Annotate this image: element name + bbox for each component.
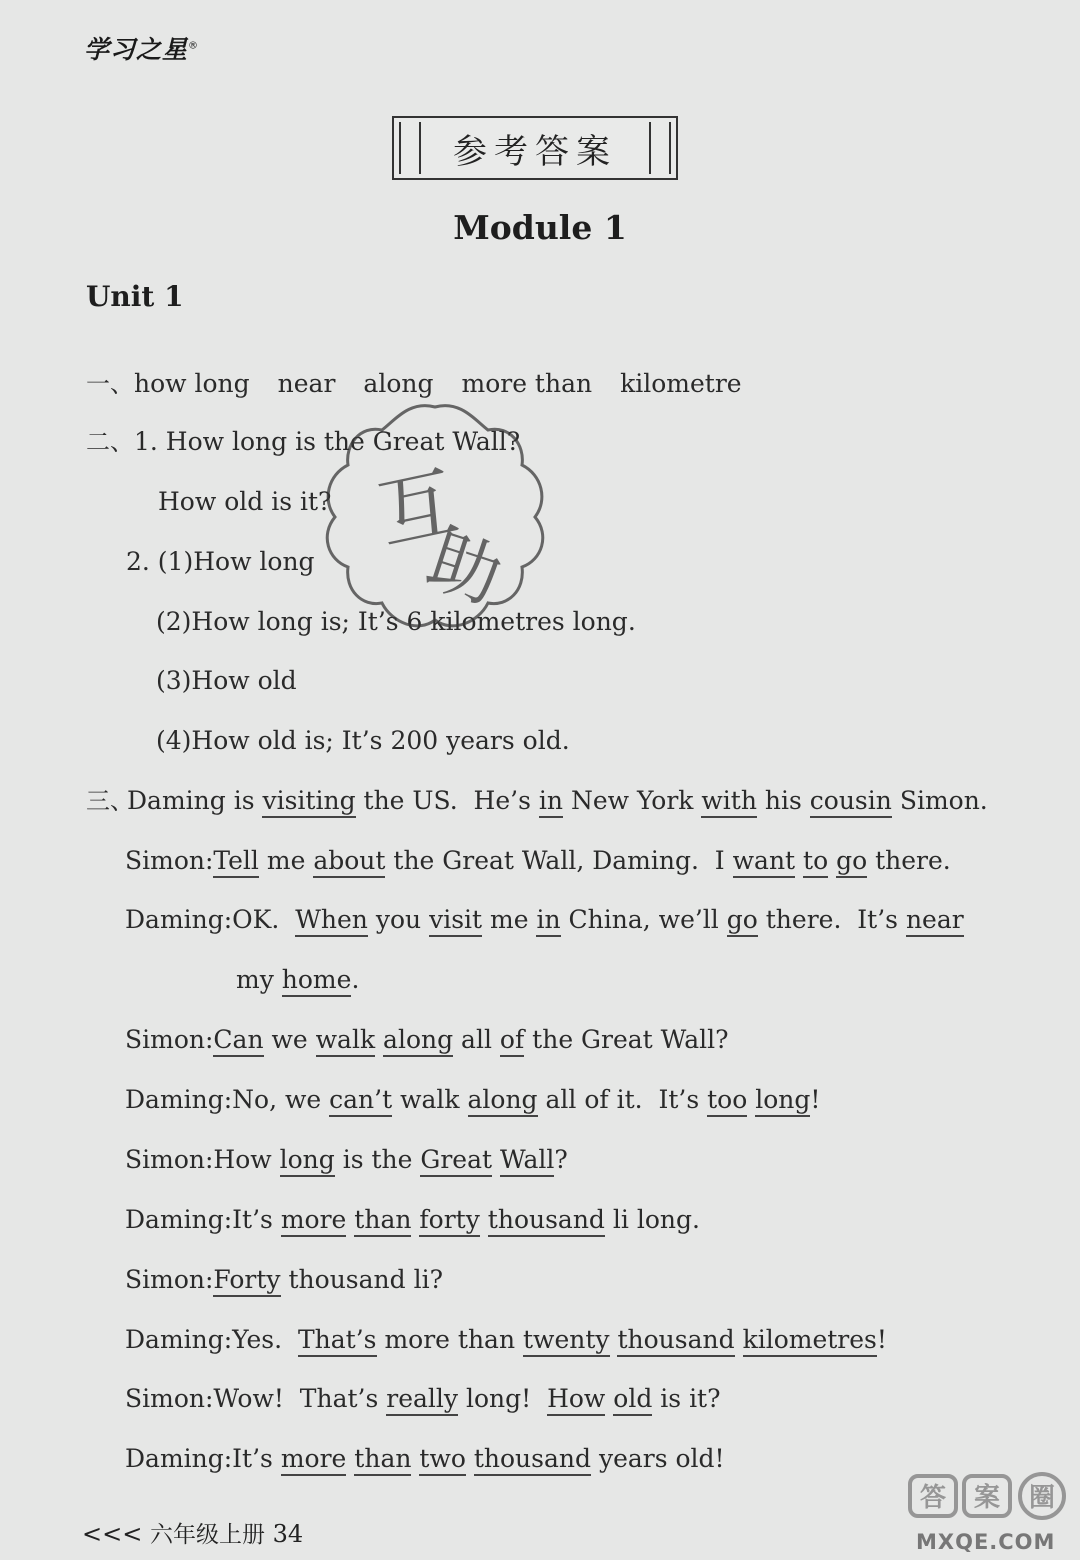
svg-text:案: 案 xyxy=(974,1483,1001,1513)
registered-mark: ® xyxy=(188,40,200,52)
dialogue-line xyxy=(125,1024,729,1056)
dialogue-text: Daming:It’s xyxy=(125,1444,281,1473)
answer-blank: kilometres xyxy=(743,1325,877,1357)
dialogue-text xyxy=(828,846,836,875)
section3-number-text: 三、 xyxy=(86,787,134,815)
dialogue-text: more than xyxy=(376,1325,523,1354)
answer-blank: thousand xyxy=(488,1205,605,1237)
answer-blank: home xyxy=(282,965,352,997)
dialogue-text: the US. He’s xyxy=(355,786,539,815)
dialogue-text xyxy=(480,1205,488,1234)
dialogue-text: Simon:Wow! That’s xyxy=(125,1384,387,1413)
answer-blank: thousand xyxy=(617,1325,734,1357)
section1-word: kilometre xyxy=(620,369,742,398)
back-arrows-icon: <<< xyxy=(82,1520,143,1548)
brand-text: 学习之星 xyxy=(84,35,189,64)
dialogue-text: Daming:No, we xyxy=(125,1085,330,1114)
dialogue-line xyxy=(125,1204,700,1236)
answer-blank: along xyxy=(468,1085,538,1117)
section1-word: along xyxy=(363,369,434,398)
answer-blank: That’s xyxy=(298,1325,377,1357)
answer-blank: about xyxy=(313,846,385,878)
section2-item: (3)How old xyxy=(156,666,297,695)
dialogue-text: is the xyxy=(334,1145,421,1174)
answer-blank: to xyxy=(803,846,828,878)
dialogue-text: Simon: xyxy=(125,1265,214,1294)
dialogue-text: Simon:How xyxy=(125,1145,280,1174)
answer-key-title-box xyxy=(392,116,678,180)
section1-word: more than xyxy=(461,369,593,398)
dialogue-text: the Great Wall? xyxy=(524,1025,729,1054)
unit-heading: Unit 1 xyxy=(86,280,184,313)
answer-blank: more xyxy=(281,1444,347,1476)
section2-number: 二、 xyxy=(86,428,134,456)
answer-blank: How xyxy=(547,1384,605,1416)
answer-blank: than xyxy=(354,1444,411,1476)
dialogue-text: years old! xyxy=(591,1444,725,1473)
answer-blank: go xyxy=(727,905,758,937)
watermark-text: MXQE.COM xyxy=(916,1530,1056,1554)
page-number: 34 xyxy=(272,1520,304,1548)
dialogue-text: we xyxy=(263,1025,316,1054)
brand-logo xyxy=(84,30,199,66)
dialogue-line xyxy=(125,1264,443,1296)
svg-text:答: 答 xyxy=(920,1483,947,1513)
answer-blank: go xyxy=(836,846,867,878)
answer-blank: near xyxy=(906,905,964,937)
answer-blank: twenty xyxy=(523,1325,610,1357)
dialogue-text: Simon: xyxy=(125,1025,214,1054)
answer-blank: than xyxy=(354,1205,411,1237)
dialogue-text xyxy=(492,1145,500,1174)
answer-blank: in xyxy=(539,786,563,818)
section2-item: 2. (1)How long xyxy=(126,547,315,576)
dialogue-line xyxy=(125,1084,820,1116)
answer-blank: in xyxy=(536,905,560,937)
dialogue-text: ! xyxy=(876,1325,887,1354)
dialogue-text: you xyxy=(367,905,430,934)
answer-blank: really xyxy=(386,1384,458,1416)
section1-word: how long xyxy=(134,369,250,398)
answer-blank: When xyxy=(295,905,368,937)
dialogue-text xyxy=(735,1325,743,1354)
answer-blank: Tell xyxy=(213,846,259,878)
answer-blank: thousand xyxy=(474,1444,591,1476)
dialogue-text: my xyxy=(236,965,282,994)
section2-line xyxy=(158,486,331,518)
section2-line xyxy=(156,665,297,697)
dialogue-text: me xyxy=(258,846,314,875)
dialogue-text xyxy=(466,1444,474,1473)
section2-line xyxy=(156,725,570,757)
section2-item: (4)How old is; It’s 200 years old. xyxy=(156,726,570,755)
section2-item: How old is it? xyxy=(158,487,332,516)
dialogue-text: there. It’s xyxy=(757,905,906,934)
dialogue-text: Simon: xyxy=(125,846,214,875)
dialogue-text: his xyxy=(756,786,810,815)
answer-blank: Can xyxy=(213,1025,263,1057)
dialogue-line xyxy=(125,845,951,877)
answer-blank: Wall xyxy=(500,1145,554,1177)
dialogue-line xyxy=(125,1324,887,1356)
dialogue-text: China, we’ll xyxy=(560,905,727,934)
section1-word: near xyxy=(277,369,336,398)
answer-blank: long xyxy=(280,1145,335,1177)
dialogue-text: Simon. xyxy=(891,786,988,815)
dialogue-text: Daming is xyxy=(127,786,263,815)
answer-blank: Great xyxy=(420,1145,492,1177)
dialogue-line xyxy=(125,904,964,936)
grade-label: 六年级上册 xyxy=(149,1522,265,1548)
dialogue-line xyxy=(125,1383,721,1415)
answer-blank: visiting xyxy=(262,786,355,818)
dialogue-text: ! xyxy=(810,1085,821,1114)
dialogue-text: ? xyxy=(554,1145,568,1174)
answer-blank: along xyxy=(383,1025,453,1057)
dialogue-text: li long. xyxy=(604,1205,700,1234)
dialogue-line xyxy=(236,964,359,996)
answer-blank: too xyxy=(707,1085,747,1117)
stamp-seal-icon xyxy=(310,395,560,640)
answer-blank: walk xyxy=(316,1025,375,1057)
section2-item: 1. How long is the Great Wall? xyxy=(134,427,521,456)
page-footer xyxy=(82,1516,303,1549)
dialogue-text xyxy=(375,1025,383,1054)
svg-text:互: 互 xyxy=(370,457,466,562)
section2-line xyxy=(126,546,315,578)
dialogue-text: all of it. It’s xyxy=(537,1085,708,1114)
answer-blank: old xyxy=(613,1384,652,1416)
dialogue-text: me xyxy=(482,905,537,934)
page-title: 参考答案 xyxy=(453,131,617,172)
section2-item: (2)How long is; It’s 6 kilometres long. xyxy=(156,607,636,636)
module-heading: Module 1 xyxy=(453,208,627,247)
dialogue-text: New York xyxy=(563,786,702,815)
answer-blank: more xyxy=(281,1205,347,1237)
dialogue-text: thousand li? xyxy=(280,1265,443,1294)
answer-blank: cousin xyxy=(810,786,892,818)
answer-blank: want xyxy=(733,846,795,878)
dialogue-text: . xyxy=(351,965,360,994)
dialogue-text: walk xyxy=(392,1085,468,1114)
dialogue-text: there. xyxy=(867,846,951,875)
answer-blank: of xyxy=(500,1025,524,1057)
answer-blank: forty xyxy=(419,1205,479,1237)
dialogue-line xyxy=(125,1443,725,1475)
answer-blank: two xyxy=(419,1444,466,1476)
svg-text:圈: 圈 xyxy=(1029,1483,1056,1513)
answer-blank: Forty xyxy=(213,1265,280,1297)
dialogue-text: the Great Wall, Daming. I xyxy=(385,846,733,875)
dialogue-line xyxy=(127,785,988,817)
dialogue-text xyxy=(795,846,803,875)
dialogue-text: long! xyxy=(458,1384,548,1413)
dialogue-text: all xyxy=(453,1025,500,1054)
svg-text:助: 助 xyxy=(417,517,512,620)
answer-blank: with xyxy=(701,786,757,818)
dialogue-text: Daming:OK. xyxy=(125,905,296,934)
answer-blank: long xyxy=(755,1085,810,1117)
answer-blank: can’t xyxy=(329,1085,392,1117)
answer-blank: visit xyxy=(429,905,482,937)
dialogue-text: is it? xyxy=(652,1384,721,1413)
section1-number: 一、 xyxy=(86,370,134,398)
dialogue-text: Daming:It’s xyxy=(125,1205,281,1234)
dialogue-line xyxy=(125,1144,568,1176)
dialogue-text: Daming:Yes. xyxy=(125,1325,298,1354)
